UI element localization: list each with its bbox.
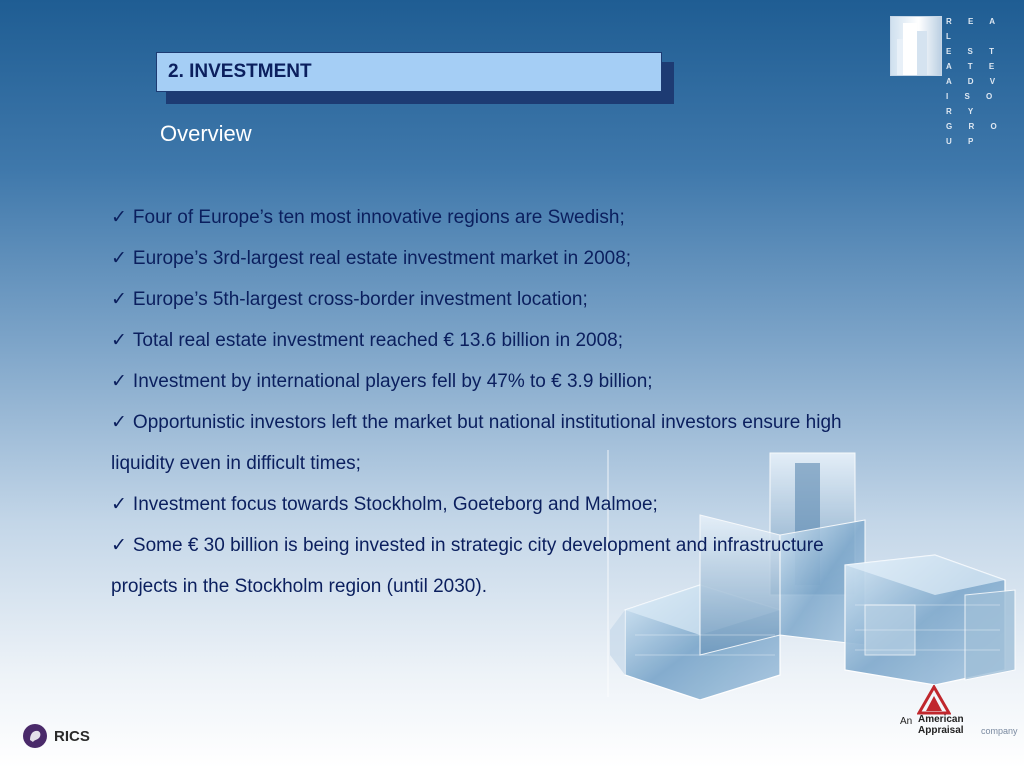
rics-wordmark: RICS bbox=[54, 727, 90, 745]
building-logo-icon bbox=[890, 16, 942, 76]
logo-wordmark: R E A L E S T A T E A D V I S O R Y G R O U P bbox=[946, 17, 1004, 146]
checkmark-icon: ✓ bbox=[111, 289, 127, 310]
bullet-text: Total real estate investment reached € 13.6 billion in 2008; bbox=[132, 330, 624, 351]
bullet-item bbox=[111, 279, 881, 320]
bullet-item bbox=[111, 197, 881, 238]
checkmark-icon: ✓ bbox=[111, 330, 127, 351]
bullet-item bbox=[111, 525, 881, 607]
checkmark-icon: ✓ bbox=[111, 248, 127, 269]
bullet-item bbox=[111, 484, 881, 525]
bullet-item bbox=[111, 320, 881, 361]
checkmark-icon: ✓ bbox=[111, 494, 127, 515]
checkmark-icon: ✓ bbox=[111, 412, 127, 433]
bullet-text: Investment focus towards Stockholm, Goeteborg and Malmoe; bbox=[132, 494, 658, 515]
triangle-logo-icon bbox=[917, 685, 951, 715]
rics-logo bbox=[22, 723, 90, 749]
bullet-text: Four of Europe’s ten most innovative regions are Swedish; bbox=[132, 207, 625, 228]
bullet-text: Investment by international players fell by 47% to € 3.9 billion; bbox=[132, 371, 653, 392]
bullet-item bbox=[111, 238, 881, 279]
bullet-item bbox=[111, 361, 881, 402]
logo-company-text: company bbox=[981, 726, 1018, 736]
checkmark-icon: ✓ bbox=[111, 371, 127, 392]
subtitle: Overview bbox=[160, 121, 252, 146]
bullet-text: Some € 30 billion is being invested in strategic city development and infrastructure projects in the Stockholm region (until 2030). bbox=[111, 535, 824, 597]
american-appraisal-logo bbox=[900, 685, 1018, 745]
rics-lion-icon bbox=[22, 723, 48, 749]
bullet-text: Opportunistic investors left the market but national institutional investors ensure high liquidity even in difficult times; bbox=[111, 412, 842, 474]
real-estate-advisory-group-logo bbox=[890, 14, 1014, 146]
logo-an-text: An bbox=[900, 716, 913, 727]
bullet-text: Europe’s 3rd-largest real estate investment market in 2008; bbox=[132, 248, 632, 269]
bullet-list bbox=[111, 197, 881, 607]
section-title bbox=[156, 52, 662, 92]
bullet-item bbox=[111, 402, 881, 484]
section-title-text: 2. INVESTMENT bbox=[168, 61, 312, 82]
checkmark-icon: ✓ bbox=[111, 535, 127, 556]
logo-name: American Appraisal bbox=[918, 714, 964, 736]
checkmark-icon: ✓ bbox=[111, 207, 127, 228]
bullet-text: Europe’s 5th-largest cross-border investment location; bbox=[132, 289, 588, 310]
